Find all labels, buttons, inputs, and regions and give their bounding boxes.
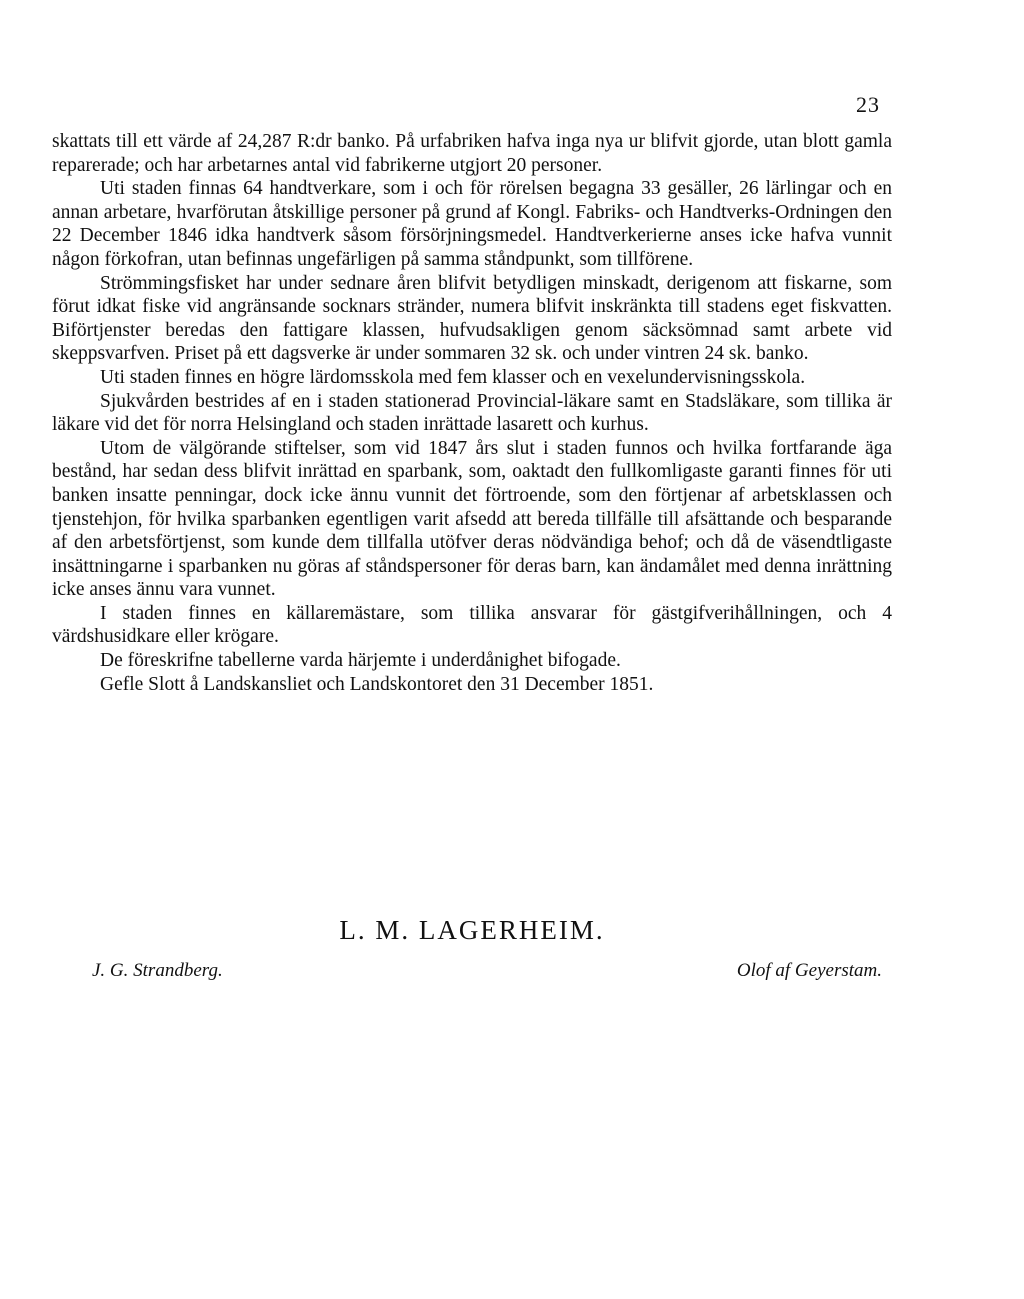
- paragraph: Uti staden finnas 64 handtverkare, som i och för rörelsen begagna 33 gesäller, 26 lärlingar och en annan arbetare, hvarförutan åtskillige personer på grund af Kongl. Fabriks- och Handtverks-Ordningen den 22 December 1846 idka handtverk såsom försörjningsmedel. Handtverkerierne anses icke hafva vunnit någon förkofran, utan befinnas ungefärligen på samma ståndpunkt, som tillförene.: [52, 178, 892, 270]
- paragraph: Uti staden finnes en högre lärdomsskola med fem klasser och en vexelundervisningsskola.: [100, 366, 806, 388]
- paragraph: Strömmingsfisket har under sednare åren blifvit betydligen minskadt, derigenom att fiskarne, som förut idkat fiske vid angränsande socknars stränder, numera blifvit inskränkta till stadens eget fiskvatten. Biförtjenster beredas den fattigare klassen, hufvudsakligen genom säcksömnad samt arbete vid skeppsvarfven. Priset på ett dagsverke är under sommaren 32 sk. och under vintren 24 sk. banko.: [52, 272, 892, 365]
- paragraph: skattats till ett värde af 24,287 R:dr banko. På urfabriken hafva inga nya ur blifvit gjorde, utan blott gamla reparerade; och har arbetarnes antal vid fabrikerne utgjort 20 personer.: [52, 131, 892, 176]
- paragraph: I staden finnes en källaremästare, som tillika ansvarar för gästgifverihållningen, och 4 värdshusidkare eller krögare.: [52, 602, 892, 648]
- paragraph: Sjukvården bestrides af en i staden stationerad Provincial-läkare samt en Stadsläkare, som tillika är läkare vid det för norra Helsingland och staden inrättade lasarett och kurhus.: [52, 390, 892, 436]
- right-signature: Olof af Geyerstam.: [736, 960, 882, 981]
- paragraph: De föreskrifne tabellerne varda härjemte i underdånighet bifogade.: [100, 650, 621, 672]
- body-text: [52, 130, 892, 696]
- paragraph: Gefle Slott å Landskansliet och Landskontoret den 31 December 1851.: [100, 673, 654, 695]
- document-page: [52, 0, 892, 1299]
- page-number: 23: [856, 92, 880, 117]
- paragraph: Utom de välgörande stiftelser, som vid 1847 års slut i staden funnos och hvilka fortfarande äga bestånd, har sedan dess blifvit inrättad en sparbank, som, oaktadt den fullkomligaste garanti finnes för uti banken insatte penningar, dock icke ännu vunnit det förtroende, som den förtjenar af arbetsklassen och tjenstehjon, för hvilka sparbanken egentligen varit afsedd att bereda tillfälle till afsättande och besparande af den arbetsförtjenst, som kunde dem tillfalla utöfver deras nödvändiga behof; och då de väsendtligaste insättningarne i sparbanken nu göras af ståndspersoner för deras barn, kan ändamålet med denna inrättning icke anses ännu vara vunnet.: [52, 437, 892, 601]
- main-signature: L. M. LAGERHEIM.: [339, 915, 605, 945]
- left-signature: J. G. Strandberg.: [92, 960, 223, 981]
